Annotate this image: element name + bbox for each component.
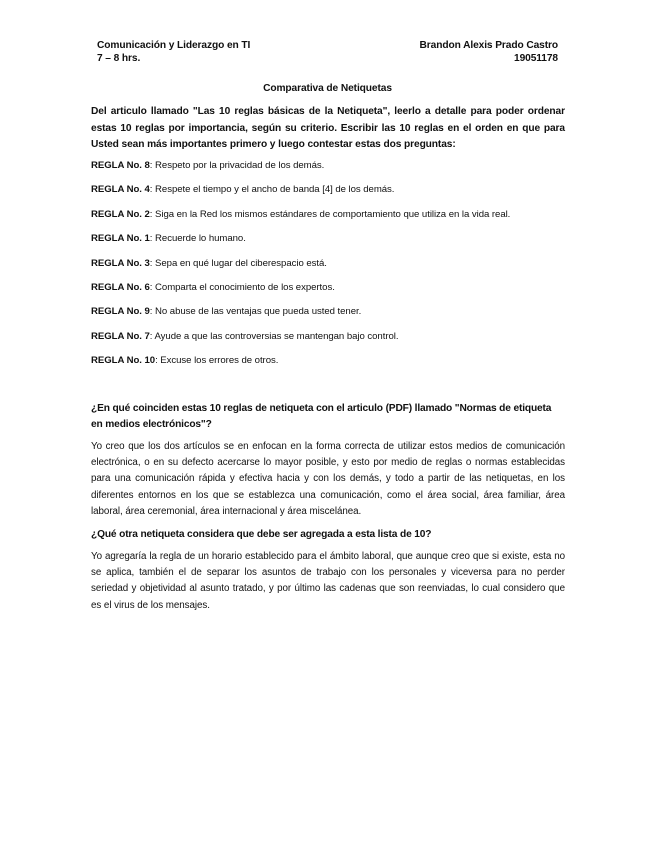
rules-list bbox=[91, 160, 571, 380]
rule-item bbox=[91, 209, 571, 233]
rule-label: REGLA No. 2 bbox=[91, 208, 150, 220]
document-title: Comparativa de Netiquetas bbox=[263, 83, 392, 94]
rule-text: : Siga en la Red los mismos estándares de comportamiento que utiliza en la vida real. bbox=[149, 208, 511, 220]
rule-label: REGLA No. 4 bbox=[91, 184, 150, 196]
rule-item bbox=[91, 160, 571, 184]
rule-text: : Comparta el conocimiento de los expertos. bbox=[149, 281, 335, 293]
rule-text: : Sepa en qué lugar del ciberespacio está. bbox=[149, 257, 327, 269]
question-2: ¿Qué otra netiqueta considera que debe ser agregada a esta lista de 10? bbox=[91, 529, 432, 540]
header-left bbox=[97, 39, 250, 65]
rule-label: REGLA No. 1 bbox=[91, 233, 150, 245]
rule-text: : Ayude a que las controversias se mantengan bajo control. bbox=[149, 330, 399, 342]
rule-label: REGLA No. 10 bbox=[91, 355, 156, 367]
class-schedule: 7 – 8 hrs. bbox=[97, 53, 141, 64]
rule-text: : Respeto por la privacidad de los demás. bbox=[149, 160, 325, 171]
rule-item bbox=[91, 331, 571, 355]
rule-text: : Recuerde lo humano. bbox=[149, 233, 246, 245]
rule-label: REGLA No. 9 bbox=[91, 306, 150, 318]
rule-label: REGLA No. 3 bbox=[91, 257, 150, 269]
student-id: 19051178 bbox=[514, 53, 558, 64]
rule-label: REGLA No. 6 bbox=[91, 281, 150, 293]
rule-label: REGLA No. 7 bbox=[91, 330, 150, 342]
rule-text: : Respete el tiempo y el ancho de banda [4] de los demás. bbox=[149, 184, 395, 196]
header-right bbox=[420, 39, 558, 65]
rule-item bbox=[91, 282, 571, 306]
rule-item bbox=[91, 306, 571, 330]
rule-item bbox=[91, 184, 571, 208]
instructions-paragraph: Del articulo llamado "Las 10 reglas básicas de la Netiqueta", leerlo a detalle para poder ordenar estas 10 reglas por importancia, según su criterio. Escribir las 10 reglas en el orden en que para Usted sean más importantes primero y luego contestar estas dos preguntas: bbox=[91, 106, 565, 150]
rule-label: REGLA No. 8 bbox=[91, 160, 150, 171]
answer-1: Yo creo que los dos artículos se en enfocan en la forma correcta de utilizar estos medios de comunicación electrónica, o en su defecto acercarse lo mayor posible, y esto por medio de reglas o normas establecidas para una comunicación rápida y efectiva hacia y con los demás, y todo a partir de las netiquetas, en los diferentes entornos en los que se establezca una comunicación, como el área social, área familiar, área laboral, área ceremonial, área internacional y área miscelánea. bbox=[91, 441, 565, 517]
rule-text: : Excuse los errores de otros. bbox=[155, 355, 279, 367]
answer-2: Yo agregaría la regla de un horario establecido para el ámbito laboral, que aunque creo que si existe, esta no se aplica, también el de separar los asuntos de trabajo con los personales y viceversa para no perder seriedad y objetividad al asunto tratado, y por último las cadenas que son reenviadas, lo cual considero que es el virus de los mensajes. bbox=[91, 551, 565, 611]
rule-text: : No abuse de las ventajas que pueda usted tener. bbox=[149, 306, 362, 318]
rule-item bbox=[91, 355, 571, 379]
student-name: Brandon Alexis Prado Castro bbox=[419, 40, 558, 51]
rule-item bbox=[91, 258, 571, 282]
course-name: Comunicación y Liderazgo en TI bbox=[97, 40, 251, 51]
rule-item bbox=[91, 233, 571, 257]
question-1: ¿En qué coinciden estas 10 reglas de netiqueta con el articulo (PDF) llamado "Normas de etiqueta en medios electrónicos"? bbox=[91, 403, 552, 430]
